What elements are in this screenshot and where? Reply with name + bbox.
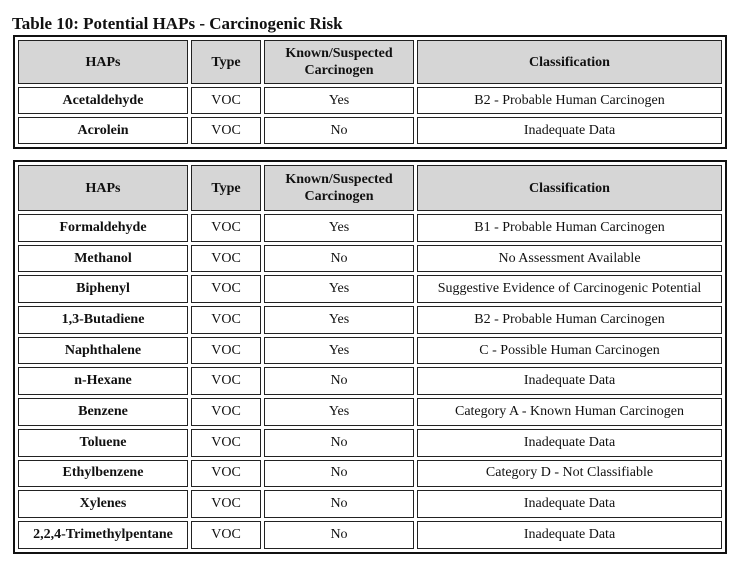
hap-type: VOC: [191, 490, 261, 518]
hap-known: Yes: [264, 337, 414, 365]
header-type: Type: [191, 40, 261, 84]
hap-name: Biphenyl: [18, 275, 188, 303]
hap-classification: Inadequate Data: [417, 521, 722, 549]
header-haps: HAPs: [18, 40, 188, 84]
haps-table-1: [13, 35, 727, 149]
hap-known: No: [264, 367, 414, 395]
hap-known: Yes: [264, 87, 414, 114]
hap-known: No: [264, 490, 414, 518]
header-row: [18, 165, 722, 211]
hap-name: Toluene: [18, 429, 188, 457]
hap-type: VOC: [191, 429, 261, 457]
hap-classification: Suggestive Evidence of Carcinogenic Potential: [417, 275, 722, 303]
hap-known: Yes: [264, 275, 414, 303]
hap-name: Acetaldehyde: [18, 87, 188, 114]
header-haps: HAPs: [18, 165, 188, 211]
header-classification: Classification: [417, 40, 722, 84]
hap-known: Yes: [264, 214, 414, 242]
hap-type: VOC: [191, 87, 261, 114]
hap-classification: No Assessment Available: [417, 245, 722, 273]
table-row: [18, 306, 722, 334]
header-row: [18, 40, 722, 84]
hap-classification: B1 - Probable Human Carcinogen: [417, 214, 722, 242]
hap-type: VOC: [191, 245, 261, 273]
hap-name: Methanol: [18, 245, 188, 273]
table-row: [18, 214, 722, 242]
hap-name: 1,3-Butadiene: [18, 306, 188, 334]
table-title: Table 10: Potential HAPs - Carcinogenic Risk: [12, 14, 343, 33]
hap-name: Ethylbenzene: [18, 460, 188, 488]
table-row: [18, 521, 722, 549]
header-known-suspected-carcinogen: Known/Suspected Carcinogen: [264, 165, 414, 211]
hap-name: 2,2,4-Trimethylpentane: [18, 521, 188, 549]
haps-table-2: [13, 160, 727, 554]
hap-type: VOC: [191, 306, 261, 334]
hap-classification: B2 - Probable Human Carcinogen: [417, 306, 722, 334]
hap-name: Naphthalene: [18, 337, 188, 365]
table-row: [18, 245, 722, 273]
hap-classification: Category D - Not Classifiable: [417, 460, 722, 488]
hap-classification: Inadequate Data: [417, 490, 722, 518]
hap-type: VOC: [191, 275, 261, 303]
hap-type: VOC: [191, 398, 261, 426]
hap-name: Acrolein: [18, 117, 188, 144]
table-row: [18, 275, 722, 303]
hap-classification: C - Possible Human Carcinogen: [417, 337, 722, 365]
hap-known: No: [264, 245, 414, 273]
hap-type: VOC: [191, 337, 261, 365]
hap-known: No: [264, 460, 414, 488]
table-row: [18, 367, 722, 395]
table-row: [18, 429, 722, 457]
hap-type: VOC: [191, 117, 261, 144]
hap-known: No: [264, 117, 414, 144]
hap-known: No: [264, 429, 414, 457]
header-type: Type: [191, 165, 261, 211]
hap-known: No: [264, 521, 414, 549]
table-row: [18, 87, 722, 114]
hap-known: Yes: [264, 306, 414, 334]
header-known-suspected-carcinogen: Known/Suspected Carcinogen: [264, 40, 414, 84]
table-row: [18, 337, 722, 365]
hap-classification: Inadequate Data: [417, 367, 722, 395]
hap-name: Formaldehyde: [18, 214, 188, 242]
table-row: [18, 117, 722, 144]
hap-name: n-Hexane: [18, 367, 188, 395]
table-row: [18, 460, 722, 488]
hap-classification: Category A - Known Human Carcinogen: [417, 398, 722, 426]
hap-classification: Inadequate Data: [417, 117, 722, 144]
header-classification: Classification: [417, 165, 722, 211]
hap-type: VOC: [191, 521, 261, 549]
hap-type: VOC: [191, 460, 261, 488]
table-row: [18, 398, 722, 426]
hap-name: Benzene: [18, 398, 188, 426]
hap-known: Yes: [264, 398, 414, 426]
table-row: [18, 490, 722, 518]
hap-type: VOC: [191, 214, 261, 242]
hap-classification: Inadequate Data: [417, 429, 722, 457]
hap-type: VOC: [191, 367, 261, 395]
hap-name: Xylenes: [18, 490, 188, 518]
hap-classification: B2 - Probable Human Carcinogen: [417, 87, 722, 114]
